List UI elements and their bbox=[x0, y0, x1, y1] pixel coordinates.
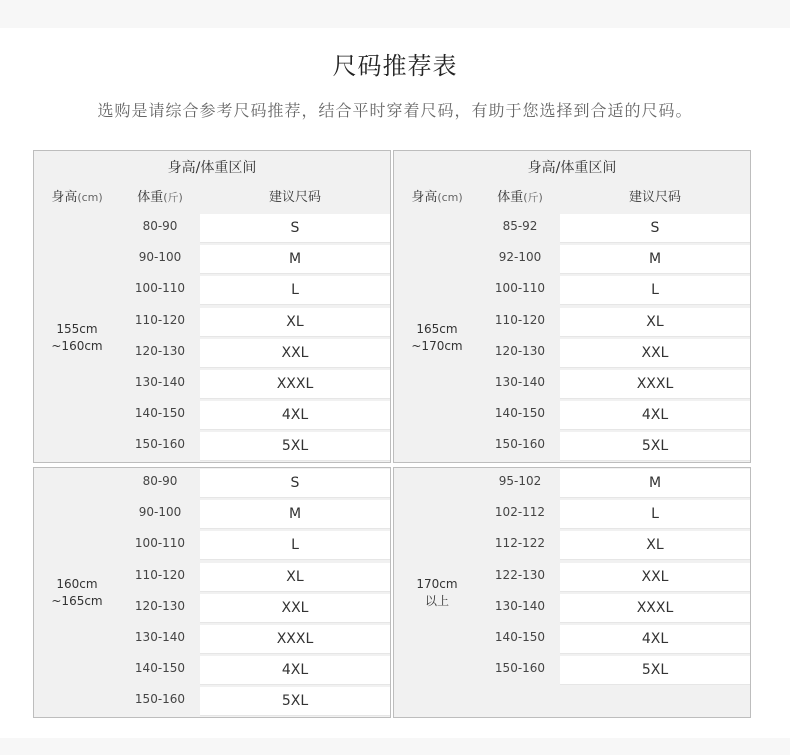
height-range-line: 以上 bbox=[424, 594, 449, 608]
page-title: 尺码推荐表 bbox=[332, 52, 458, 80]
weight-cell: 100-110 bbox=[134, 536, 186, 551]
size-cell: L bbox=[560, 500, 750, 529]
weight-cell: 90-100 bbox=[138, 250, 182, 265]
size-cell: M bbox=[560, 469, 750, 498]
bottom-band bbox=[0, 738, 790, 755]
size-cell: S bbox=[200, 469, 390, 498]
table-row bbox=[120, 244, 390, 275]
weight-cell: 110-120 bbox=[134, 567, 186, 582]
weight-cell: 122-130 bbox=[494, 567, 546, 582]
weight-cell: 140-150 bbox=[134, 406, 186, 421]
table-row bbox=[480, 655, 750, 686]
size-cell: S bbox=[560, 214, 750, 243]
table-row bbox=[120, 338, 390, 369]
table-row bbox=[120, 468, 390, 499]
header-weight-label: 体重 bbox=[137, 190, 164, 205]
height-range-line: ~165cm bbox=[51, 594, 103, 608]
table-row bbox=[120, 499, 390, 530]
height-range-text bbox=[51, 576, 102, 610]
table-row bbox=[480, 400, 750, 431]
size-cell: 5XL bbox=[560, 656, 750, 685]
size-panel bbox=[393, 150, 751, 463]
weight-cell: 130-140 bbox=[134, 630, 186, 644]
weight-cell: 120-130 bbox=[134, 343, 186, 358]
table-row bbox=[120, 562, 390, 593]
size-cell: 5XL bbox=[560, 432, 750, 461]
table-row bbox=[480, 275, 750, 306]
header-height-label: 身高 bbox=[51, 190, 78, 205]
table-row bbox=[120, 213, 390, 244]
table-row bbox=[480, 369, 750, 400]
header-size: 建议尺码 bbox=[268, 190, 321, 205]
size-panel bbox=[33, 467, 391, 718]
size-cell: XXL bbox=[560, 563, 750, 592]
top-band bbox=[0, 0, 790, 28]
size-cell: XL bbox=[200, 308, 390, 337]
weight-cell: 90-100 bbox=[138, 505, 182, 520]
height-range-text bbox=[411, 321, 462, 355]
size-cell: XL bbox=[560, 531, 750, 560]
size-cell: XXL bbox=[200, 594, 390, 623]
table-row bbox=[120, 400, 390, 431]
header-height-unit: (cm) bbox=[437, 191, 463, 204]
table-header bbox=[34, 151, 390, 213]
height-range-line: ~170cm bbox=[411, 339, 463, 353]
weight-cell: 120-130 bbox=[494, 343, 546, 358]
table-row bbox=[120, 369, 390, 400]
weight-cell: 110-120 bbox=[134, 312, 186, 327]
table-row bbox=[480, 530, 750, 561]
size-cell: L bbox=[200, 531, 390, 560]
table-row bbox=[120, 593, 390, 624]
height-range-cell bbox=[34, 468, 120, 718]
page-subtitle: 选购是请综合参考尺码推荐，结合平时穿着尺码，有助于您选择到合适的尺码。 bbox=[97, 101, 693, 120]
header-weight bbox=[480, 186, 560, 205]
weight-cell: 130-140 bbox=[494, 598, 546, 613]
height-range-line: 160cm bbox=[56, 577, 98, 591]
table-row bbox=[480, 244, 750, 275]
weight-cell: 100-110 bbox=[134, 281, 186, 296]
weight-cell: 120-130 bbox=[134, 598, 186, 613]
weight-cell: 150-160 bbox=[134, 437, 186, 452]
header-height-label: 身高 bbox=[411, 190, 438, 205]
table-row bbox=[480, 593, 750, 624]
height-range-line: 165cm bbox=[416, 322, 458, 336]
height-range-line: ~160cm bbox=[51, 339, 103, 353]
header-height-unit: (cm) bbox=[77, 191, 103, 204]
table-row bbox=[480, 431, 750, 462]
size-cell: M bbox=[560, 245, 750, 274]
header-size: 建议尺码 bbox=[628, 190, 681, 205]
height-range-cell bbox=[394, 213, 480, 463]
size-cell: 5XL bbox=[200, 687, 390, 716]
header-weight-unit: (斤) bbox=[163, 191, 183, 204]
size-cell: XXXL bbox=[560, 594, 750, 623]
table-row bbox=[120, 686, 390, 717]
header-height-weight-range: 身高/体重区间 bbox=[527, 160, 617, 176]
size-cell: S bbox=[200, 214, 390, 243]
height-range-text bbox=[51, 321, 102, 355]
size-cell: 4XL bbox=[200, 656, 390, 685]
size-cell: 4XL bbox=[560, 625, 750, 654]
table-row bbox=[480, 307, 750, 338]
table-row bbox=[120, 655, 390, 686]
height-range-line: 155cm bbox=[56, 322, 98, 336]
weight-cell: 140-150 bbox=[494, 406, 546, 421]
size-cell: 5XL bbox=[200, 432, 390, 461]
table-row bbox=[480, 213, 750, 244]
weight-cell: 95-102 bbox=[498, 474, 542, 488]
weight-cell: 85-92 bbox=[502, 219, 538, 233]
header-weight bbox=[120, 186, 200, 205]
weight-cell: 130-140 bbox=[134, 375, 186, 389]
weight-cell: 102-112 bbox=[494, 505, 546, 520]
weight-cell: 130-140 bbox=[494, 375, 546, 389]
table-row bbox=[480, 499, 750, 530]
height-range-text bbox=[416, 576, 457, 610]
size-cell: XXXL bbox=[560, 370, 750, 399]
weight-cell: 150-160 bbox=[494, 437, 546, 452]
size-cell: 4XL bbox=[200, 401, 390, 430]
weight-cell: 140-150 bbox=[134, 661, 186, 676]
weight-cell: 92-100 bbox=[498, 250, 542, 265]
size-cell: L bbox=[200, 276, 390, 305]
table-row bbox=[120, 624, 390, 655]
weight-cell: 150-160 bbox=[494, 661, 546, 676]
weight-cell: 112-122 bbox=[494, 536, 546, 551]
header-height-weight-range: 身高/体重区间 bbox=[167, 160, 257, 176]
header-weight-unit: (斤) bbox=[523, 191, 543, 204]
height-range-line: 170cm bbox=[416, 577, 458, 591]
size-cell: XXXL bbox=[200, 625, 390, 654]
table-row bbox=[480, 338, 750, 369]
size-panel bbox=[393, 467, 751, 718]
weight-cell: 150-160 bbox=[134, 692, 186, 707]
size-cell: M bbox=[200, 245, 390, 274]
size-cell: XL bbox=[200, 563, 390, 592]
table-row bbox=[120, 530, 390, 561]
table-row bbox=[480, 562, 750, 593]
size-cell: XXL bbox=[200, 339, 390, 368]
table-row bbox=[120, 431, 390, 462]
size-cell: L bbox=[560, 276, 750, 305]
weight-cell: 100-110 bbox=[494, 281, 546, 296]
size-cell: 4XL bbox=[560, 401, 750, 430]
size-cell: XL bbox=[560, 308, 750, 337]
header-height bbox=[34, 186, 120, 205]
size-cell: M bbox=[200, 500, 390, 529]
height-range-cell bbox=[394, 468, 480, 718]
table-header bbox=[394, 151, 750, 213]
table-row bbox=[480, 624, 750, 655]
header-weight-label: 体重 bbox=[497, 190, 524, 205]
height-range-cell bbox=[34, 213, 120, 463]
weight-cell: 110-120 bbox=[494, 312, 546, 327]
table-divider bbox=[33, 463, 746, 467]
weight-cell: 140-150 bbox=[494, 630, 546, 644]
size-cell: XXL bbox=[560, 339, 750, 368]
table-row bbox=[120, 275, 390, 306]
weight-cell: 80-90 bbox=[142, 219, 178, 233]
table-row bbox=[480, 468, 750, 499]
table-row bbox=[120, 307, 390, 338]
size-panel bbox=[33, 150, 391, 463]
size-cell: XXXL bbox=[200, 370, 390, 399]
header-height bbox=[394, 186, 480, 205]
weight-cell: 80-90 bbox=[142, 474, 178, 488]
